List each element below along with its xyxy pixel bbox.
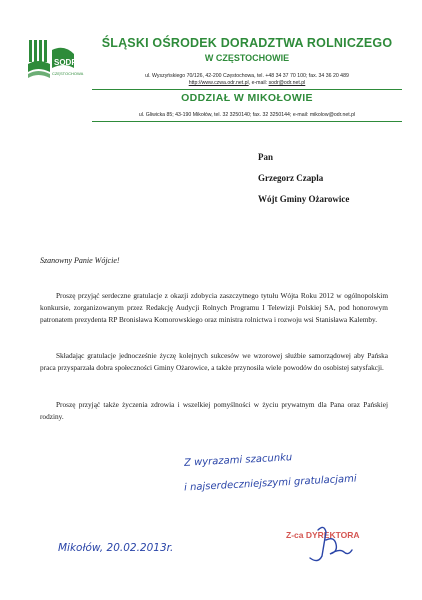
recipient-name: Grzegorz Czapla <box>258 173 324 183</box>
website-link[interactable]: http://www.czwa.odr.net.pl <box>188 80 249 86</box>
recipient-title: Pan <box>258 152 274 162</box>
letterhead-divider-top <box>92 89 402 90</box>
branch-name: ODDZIAŁ W MIKOŁOWIE <box>181 92 313 104</box>
body-paragraph-2: Składając gratulacje jednocześnie życzę kolejnych sukcesów we wzorowej służbie samorządowej aby Pańska praca przysparzała dobra społeczności Gminy Ożarowice, a także przynosiła wiele powodów do osobistej satysfakcji. <box>40 351 388 373</box>
logo-subtext: CZĘSTOCHOWA <box>52 71 84 76</box>
signature-icon <box>300 522 360 568</box>
address-line: ul. Wyszyńskiego 70/126, 42-200 Częstochowa, tel. +48 34 37 70 100; fax. 34 36 20 489 <box>145 73 349 79</box>
web-contact-line <box>92 80 402 86</box>
recipient-position: Wójt Gminy Ożarowice <box>258 194 350 204</box>
organization-name: ŚLĄSKI OŚRODEK DORADZTWA ROLNICZEGO <box>101 36 393 50</box>
letterhead-divider-bottom <box>92 121 402 122</box>
salutation: Szanowny Panie Wójcie! <box>40 256 120 265</box>
logo-text: SODR <box>54 58 78 67</box>
email-label: , e-mail: <box>248 80 269 86</box>
handwritten-place-date: Mikołów, 20.02.2013r. <box>58 542 174 554</box>
body-paragraph-3: Proszę przyjąć także życzenia zdrowia i wszelkiej pomyślności w życiu prywatnym dla Pana oraz Pańskiej rodziny. <box>40 400 388 422</box>
handwritten-closing-line-1: Z wyrazami szacunku <box>183 452 293 469</box>
organization-city: W CZĘSTOCHOWIE <box>204 53 290 63</box>
stamp-title: Z-ca DYREKTORA <box>286 530 360 540</box>
branch-address: ul. Gliwicka 85; 43-190 Mikołów, tel. 32 3250140; fax. 32 3250144; e-mail: mikolow@odr.net.pl <box>138 112 356 118</box>
body-paragraph-1: Proszę przyjąć serdeczne gratulacje z okazji zdobycia zaszczytnego tytułu Wójta Roku 2012 w ogólnopolskim konkursie, zorganizowanym przez Redakcję Audycji Rolnych Programu I Telewizji Polskiej SA, pod honorowym patronatem prezydenta RP Bronisława Komorowskiego oraz ministra rolnictwa i rozwoju wsi Stanisława Kalemby. <box>40 291 388 325</box>
handwritten-closing-line-2: i najserdeczniejszymi gratulacjami <box>183 473 357 494</box>
email-link[interactable]: sodr@odr.net.pl <box>268 80 306 86</box>
sodr-logo-icon <box>26 38 84 88</box>
